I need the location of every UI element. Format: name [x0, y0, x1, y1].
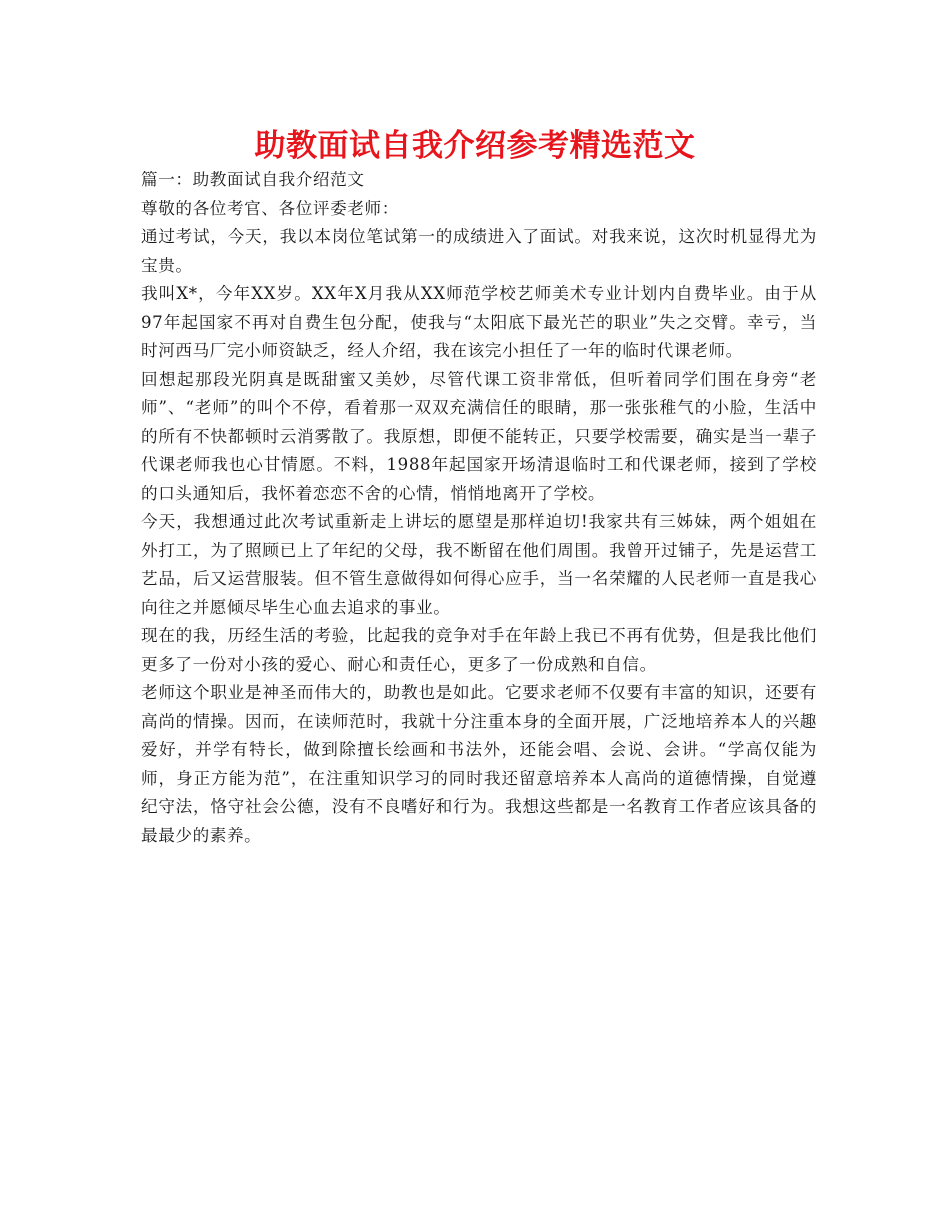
document-body: [141, 166, 817, 850]
salutation: 尊敬的各位考官、各位评委老师：: [141, 198, 399, 218]
paragraph: 回想起那段光阴真是既甜蜜又美妙，尽管代课工资非常低，但听着同学们围在身旁“老师”、“老师”的叫个不停，看着那一双双充满信任的眼睛，那一张张稚气的小脸，生活中的所有不快都顿时云消雾散了。我原想，即便不能转正，只要学校需要，确实是当一辈子代课老师我也心甘情愿。不料，1988年起国家开场清退临时工和代课老师，接到了学校的口头通知后，我怀着恋恋不舍的心情，悄悄地离开了学校。: [141, 369, 817, 503]
paragraph: 今天，我想通过此次考试重新走上讲坛的愿望是那样迫切!我家共有三姊妹，两个姐姐在外打工，为了照顾已上了年纪的父母，我不断留在他们周围。我曾开过铺子，先是运营工艺品，后又运营服装。但不管生意做得如何得心应手，当一名荣耀的人民老师一直是我心向往之并愿倾尽毕生心血去追求的事业。: [141, 512, 817, 617]
paragraph: 我叫X*，今年XX岁。XX年X月我从XX师范学校艺师美术专业计划内自费毕业。由于从97年起国家不再对自费生包分配，使我与“太阳底下最光芒的职业”失之交臂。幸亏，当时河西马厂完小师资缺乏，经人介绍，我在该完小担任了一年的临时代课老师。: [141, 284, 817, 360]
document-title: 助教面试自我介绍参考精选范文: [254, 128, 696, 164]
section-heading: 篇一：助教面试自我介绍范文: [141, 170, 365, 189]
paragraph: 现在的我，历经生活的考验，比起我的竞争对手在年龄上我已不再有优势，但是我比他们更多了一份对小孩的爱心、耐心和责任心，更多了一份成熟和自信。: [141, 626, 817, 674]
paragraph: 通过考试，今天，我以本岗位笔试第一的成绩进入了面试。对我来说，这次时机显得尤为宝贵。: [141, 227, 817, 275]
paragraph: 老师这个职业是神圣而伟大的，助教也是如此。它要求老师不仅要有丰富的知识，还要有高尚的情操。因而，在读师范时，我就十分注重本身的全面开展，广泛地培养本人的兴趣爱好，并学有特长，做到除擅长绘画和书法外，还能会唱、会说、会讲。“学高仅能为师，身正方能为范”，在注重知识学习的同时我还留意培养本人高尚的道德情操，自觉遵纪守法，恪守社会公德，没有不良嗜好和行为。我想这些都是一名教育工作者应该具备的最最少的素养。: [141, 683, 817, 845]
